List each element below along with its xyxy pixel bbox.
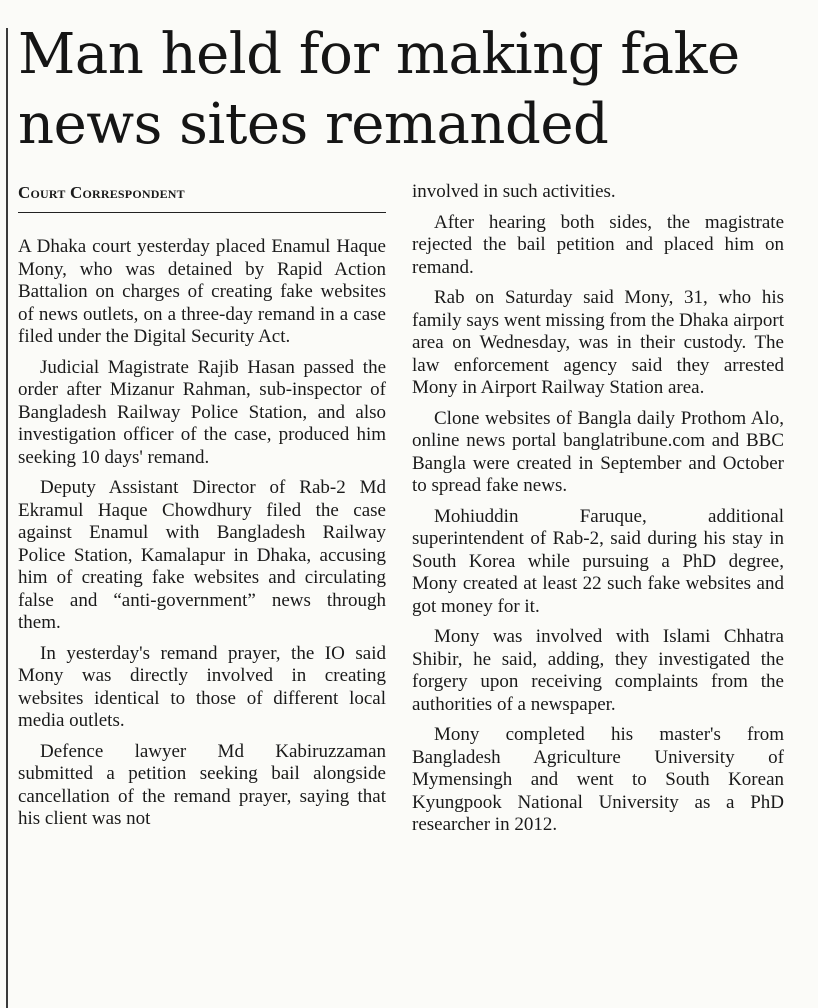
paragraph: In yesterday's remand prayer, the IO said Mony was directly involved in creating websites identical to those of different local media outlets.	[18, 642, 386, 731]
paragraph: A Dhaka court yesterday placed Enamul Haque Mony, who was detained by Rapid Action Battalion on charges of creating fake websites of news outlets, on a three-day remand in a case filed under the Digital Security Act.	[18, 236, 386, 347]
column-rule	[6, 28, 8, 1008]
paragraph: involved in such activities.	[412, 181, 616, 202]
paragraph: Rab on Saturday said Mony, 31, who his family says went missing from the Dhaka airport area on Wednesday, was in their custody. The law enforcement agency said they arrested Mony in Airport Railway Station area.	[412, 287, 785, 398]
article-column-left	[18, 236, 386, 839]
paragraph: Defence lawyer Md Kabiruzzaman submitted a petition seeking bail alongside cancellation of the remand prayer, saying that his client was not	[18, 740, 386, 829]
byline-divider	[18, 212, 386, 213]
paragraph: Mohiuddin Faruque, additional superintendent of Rab-2, said during his stay in South Korea while pursuing a PhD degree, Mony created at least 22 such fake websites and got money for it.	[412, 505, 784, 617]
paragraph: Deputy Assistant Director of Rab-2 Md Ekramul Haque Chowdhury filed the case against Enamul with Bangladesh Railway Police Station, Kamalapur in Dhaka, accusing him of creating fake websites and circulating false and “anti-government” news through them.	[18, 477, 386, 633]
article-column-right	[412, 181, 784, 845]
byline: Court Correspondent	[18, 183, 185, 202]
paragraph: Mony completed his master's from Bangladesh Agriculture University of Mymensingh and went to South Korean Kyungpook National University as a PhD researcher in 2012.	[412, 724, 784, 835]
paragraph: Judicial Magistrate Rajib Hasan passed the order after Mizanur Rahman, sub-inspector of Bangladesh Railway Police Station, and also investigation officer of the case, produced him seeking 10 days' remand.	[18, 356, 386, 468]
paragraph: After hearing both sides, the magistrate rejected the bail petition and placed him on remand.	[412, 211, 784, 278]
headline: Man held for making fake news sites remanded	[18, 22, 740, 157]
paragraph: Mony was involved with Islami Chhatra Shibir, he said, adding, they investigated the forgery upon receiving complaints from the authorities of a newspaper.	[412, 626, 784, 715]
paragraph: Clone websites of Bangla daily Prothom Alo, online news portal banglatribune.com and BBC Bangla were created in September and October to spread fake news.	[412, 407, 784, 496]
